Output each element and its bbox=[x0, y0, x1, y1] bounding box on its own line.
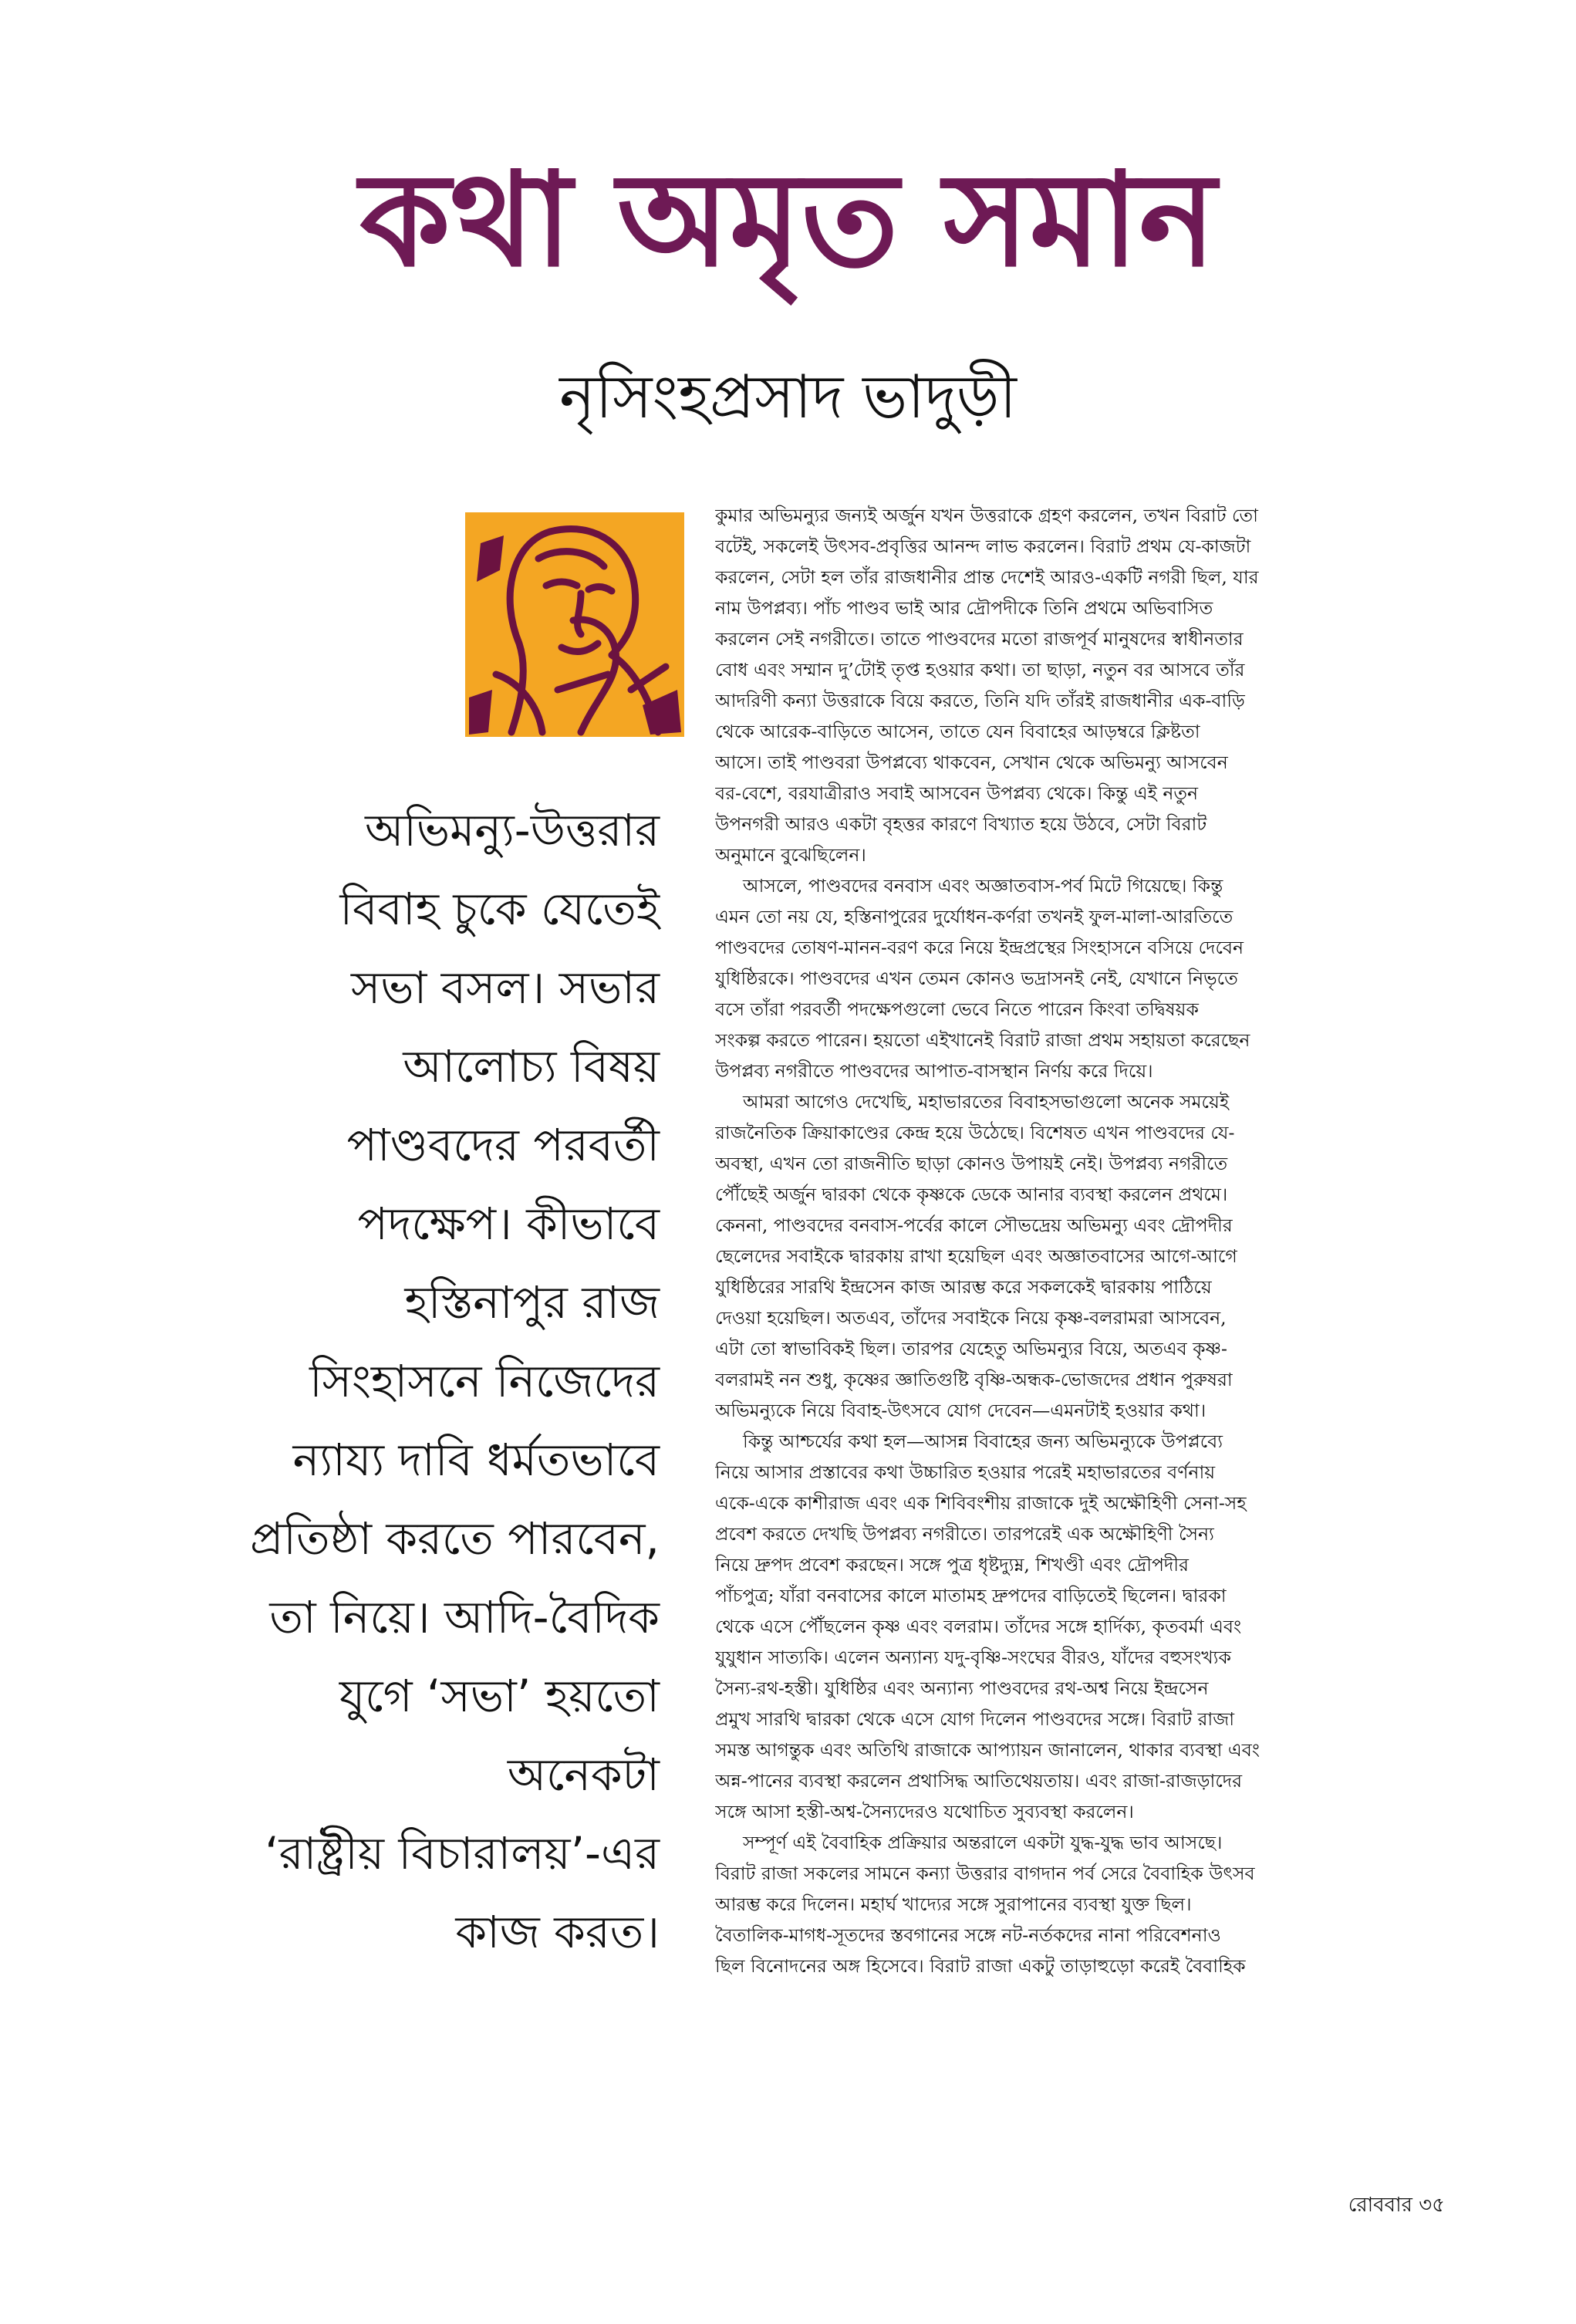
pull-quote-line: যুগে ‘সভা’ হয়তো bbox=[339, 1670, 660, 1722]
article-line: কিন্তু আশ্চর্যের কথা হল—আসন্ন বিবাহের জন্য অভিমন্যুকে উপপ্লব্যে bbox=[743, 1431, 1223, 1452]
pull-quote-line: ন্যায্য দাবি ধর্মতভাবে bbox=[292, 1434, 660, 1486]
article-line: সম্পূর্ণ এই বৈবাহিক প্রক্রিয়ার অন্তরালে একটা যুদ্ধ-যুদ্ধ ভাব আসছে। bbox=[743, 1832, 1223, 1853]
article-line: অনুমানে বুঝেছিলেন। bbox=[715, 844, 866, 866]
article-line: একে-একে কাশীরাজ এবং এক শিবিবংশীয় রাজাকে দুই অক্ষৌহিণী সেনা-সহ bbox=[715, 1492, 1247, 1514]
article-line: এমন তো নয় যে, হস্তিনাপুরের দুর্যোধন-কর্ণরা তখনই ফুল-মালা-আরতিতে bbox=[715, 906, 1233, 927]
article-line: নিয়ে আসার প্রস্তাবের কথা উচ্চারিত হওয়ার পরেই মহাভারতের বর্ণনায় bbox=[715, 1461, 1216, 1483]
article-line: করলেন, সেটা হল তাঁর রাজধানীর প্রান্ত দেশেই আরও-একটি নগরী ছিল, যার bbox=[715, 566, 1259, 588]
pull-quote-line: তা নিয়ে। আদি-বৈদিক bbox=[269, 1591, 660, 1643]
article-line: আরম্ভ করে দিলেন। মহার্ঘ খাদ্যের সঙ্গে সুরাপানের ব্যবস্থা যুক্ত ছিল। bbox=[715, 1893, 1192, 1915]
article-body bbox=[715, 500, 1448, 1981]
article-line: প্রমুখ সারথি দ্বারকা থেকে এসে যোগ দিলেন পাণ্ডবদের সঙ্গে। বিরাট রাজা bbox=[715, 1708, 1235, 1730]
woman-portrait-illustration bbox=[465, 512, 684, 737]
pull-quote-line: পাণ্ডবদের পরবর্তী bbox=[346, 1119, 660, 1171]
pull-quote-line: আলোচ্য বিষয় bbox=[403, 1040, 660, 1093]
article-line: অবস্থা, এখন তো রাজনীতি ছাড়া কোনও উপায়ই নেই। উপপ্লব্য নগরীতে bbox=[715, 1153, 1228, 1174]
article-line: প্রবেশ করতে দেখছি উপপ্লব্য নগরীতে। তারপরেই এক অক্ষৌহিণী সৈন্য bbox=[715, 1523, 1214, 1545]
article-line: যুধিষ্ঠিরের সারথি ইন্দ্রসেন কাজ আরম্ভ করে সকলকেই দ্বারকায় পাঠিয়ে bbox=[715, 1276, 1212, 1298]
article-line: এটা তো স্বাভাবিকই ছিল। তারপর যেহেতু অভিমন্যুর বিয়ে, অতএব কৃষ্ণ- bbox=[715, 1338, 1227, 1360]
article-line: কেননা, পাণ্ডবদের বনবাস-পর্বের কালে সৌভদ্রেয় অভিমন্যু এবং দ্রৌপদীর bbox=[715, 1214, 1233, 1236]
article-line: নাম উপপ্লব্য। পাঁচ পাণ্ডব ভাই আর দ্রৌপদীকে তিনি প্রথমে অভিবাসিত bbox=[715, 597, 1213, 619]
article-line: রাজনৈতিক ক্রিয়াকাণ্ডের কেন্দ্র হয়ে উঠেছে। বিশেষত এখন পাণ্ডবদের যে- bbox=[715, 1122, 1235, 1143]
pull-quote-line: প্রতিষ্ঠা করতে পারবেন, bbox=[250, 1512, 660, 1565]
article-line: বর-বেশে, বরযাত্রীরাও সবাই আসবেন উপপ্লব্য থেকে। কিন্তু এই নতুন bbox=[715, 782, 1199, 804]
article-line: আদরিণী কন্যা উত্তরাকে বিয়ে করতে, তিনি যদি তাঁরই রাজধানীর এক-বাড়ি bbox=[715, 690, 1245, 711]
page-title: কথা অমৃত সমান bbox=[359, 144, 1217, 296]
article-line: যুযুধান সাত্যকি। এলেন অন্যান্য যদু-বৃষ্ণি-সংঘের বীরও, যাঁদের বহুসংখ্যক bbox=[715, 1647, 1231, 1668]
article-line: যুধিষ্ঠিরকে। পাণ্ডবদের এখন তেমন কোনও ভদ্রাসনই নেই, যেখানে নিভৃতে bbox=[715, 968, 1238, 989]
page-folio: রোববার ৩৫ bbox=[1348, 2194, 1445, 2217]
article-line: বলরামই নন শুধু, কৃষ্ণের জ্ঞাতিগুষ্টি বৃষ্ণি-অন্ধক-ভোজদের প্রধান পুরুষরা bbox=[715, 1369, 1233, 1390]
article-line: করলেন সেই নগরীতে। তাতে পাণ্ডবদের মতো রাজপূর্ব মানুষদের স্বাধীনতার bbox=[715, 628, 1244, 650]
pull-quote-line: সভা বসল। সভার bbox=[350, 961, 660, 1014]
article-line: সমস্ত আগন্তুক এবং অতিথি রাজাকে আপ্যায়ন জানালেন, থাকার ব্যবস্থা এবং bbox=[715, 1739, 1260, 1761]
pull-quote-line: অনেকটা bbox=[507, 1748, 660, 1801]
article-line: আমরা আগেও দেখেছি, মহাভারতের বিবাহসভাগুলো অনেক সময়েই bbox=[743, 1091, 1230, 1113]
author-byline: নৃসিংহপ্রসাদ ভাদুড়ী bbox=[559, 363, 1017, 432]
article-line: কুমার অভিমন্যুর জন্যই অর্জুন যখন উত্তরাকে গ্রহণ করলেন, তখন বিরাট তো bbox=[715, 505, 1258, 526]
pull-quote-line: হস্তিনাপুর রাজ bbox=[404, 1276, 660, 1329]
article-line: আসলে, পাণ্ডবদের বনবাস এবং অজ্ঞাতবাস-পর্ব মিটে গিয়েছে। কিন্তু bbox=[743, 875, 1223, 897]
article-line: সঙ্গে আসা হস্তী-অশ্ব-সৈন্যদেরও যথোচিত সুব্যবস্থা করলেন। bbox=[715, 1801, 1134, 1822]
pull-quote-line: সিংহাসনে নিজেদের bbox=[309, 1355, 660, 1407]
pull-quote-line: ‘রাষ্ট্রীয় বিচারালয়’-এর bbox=[265, 1827, 660, 1880]
article-line: উপপ্লব্য নগরীতে পাণ্ডবদের আপাত-বাসস্থান নির্ণয় করে দিয়ে। bbox=[715, 1060, 1153, 1082]
article-line: পাঁচপুত্র; যাঁরা বনবাসের কালে মাতামহ দ্রুপদের বাড়িতেই ছিলেন। দ্বারকা bbox=[715, 1585, 1227, 1606]
pull-quote-line: কাজ করত। bbox=[455, 1906, 660, 1958]
article-line: থেকে এসে পৌঁছলেন কৃষ্ণ এবং বলরাম। তাঁদের সঙ্গে হার্দিক্য, কৃতবর্মা এবং bbox=[715, 1616, 1242, 1637]
article-line: অন্ন-পানের ব্যবস্থা করলেন প্রথাসিদ্ধ আতিথেয়তায়। এবং রাজা-রাজড়াদের bbox=[715, 1770, 1243, 1792]
article-line: বোধ এবং সম্মান দু’টোই তৃপ্ত হওয়ার কথা। তা ছাড়া, নতুন বর আসবে তাঁর bbox=[715, 659, 1245, 681]
article-line: উপনগরী আরও একটা বৃহত্তর কারণে বিখ্যাত হয়ে উঠবে, সেটা বিরাট bbox=[715, 813, 1207, 835]
article-line: বৈতালিক-মাগধ-সূতদের স্তবগানের সঙ্গে নট-নর্তকদের নানা পরিবেশনাও bbox=[715, 1924, 1221, 1946]
article-line: ছিল বিনোদনের অঙ্গ হিসেবে। বিরাট রাজা একটু তাড়াহুড়ো করেই বৈবাহিক bbox=[715, 1955, 1246, 1977]
article-line: বটেই, সকলেই উৎসব-প্রবৃত্তির আনন্দ লাভ করলেন। বিরাট প্রথম যে-কাজটা bbox=[715, 535, 1251, 557]
pull-quote-line: বিবাহ চুকে যেতেই bbox=[339, 883, 660, 935]
article-line: অভিমন্যুকে নিয়ে বিবাহ-উৎসবে যোগ দেবেন—এমনটাই হওয়ার কথা। bbox=[715, 1400, 1206, 1421]
pull-quote-line: অভিমন্যু-উত্তরার bbox=[365, 804, 660, 856]
article-line: পৌঁছেই অর্জুন দ্বারকা থেকে কৃষ্ণকে ডেকে আনার ব্যবস্থা করলেন প্রথমে। bbox=[715, 1184, 1228, 1205]
article-line: নিয়ে দ্রুপদ প্রবেশ করছেন। সঙ্গে পুত্র ধৃষ্টদ্যুম্ন, শিখণ্ডী এবং দ্রৌপদীর bbox=[715, 1554, 1189, 1576]
article-line: বিরাট রাজা সকলের সামনে কন্যা উত্তরার বাগদান পর্ব সেরে বৈবাহিক উৎসব bbox=[715, 1863, 1255, 1884]
article-line: পাণ্ডবদের তোষণ-মানন-বরণ করে নিয়ে ইন্দ্রপ্রস্থের সিংহাসনে বসিয়ে দেবেন bbox=[715, 937, 1244, 958]
article-line: ছেলেদের সবাইকে দ্বারকায় রাখা হয়েছিল এবং অজ্ঞাতবাসের আগে-আগে bbox=[715, 1245, 1237, 1267]
article-line: সংকল্প করতে পারেন। হয়তো এইখানেই বিরাট রাজা প্রথম সহায়তা করেছেন bbox=[715, 1029, 1250, 1051]
pull-quote-line: পদক্ষেপ। কীভাবে bbox=[357, 1197, 660, 1250]
pull-quote bbox=[139, 791, 660, 1971]
illustration-artwork bbox=[465, 512, 684, 737]
article-line: সৈন্য-রথ-হস্তী। যুধিষ্ঠির এবং অন্যান্য পাণ্ডবদের রথ-অশ্ব নিয়ে ইন্দ্রসেন bbox=[715, 1677, 1209, 1699]
article-line: বসে তাঁরা পরবর্তী পদক্ষেপগুলো ভেবে নিতে পারেন কিংবা তদ্বিষয়ক bbox=[715, 998, 1199, 1020]
article-line: দেওয়া হয়েছিল। অতএব, তাঁদের সবাইকে নিয়ে কৃষ্ণ-বলরামরা আসবেন, bbox=[715, 1307, 1227, 1329]
article-line: আসে। তাই পাণ্ডবরা উপপ্লব্যে থাকবেন, সেখান থেকে অভিমন্যু আসবেন bbox=[715, 752, 1228, 773]
article-line: থেকে আরেক-বাড়িতে আসেন, তাতে যেন বিবাহের আড়ম্বরে ক্লিষ্টতা bbox=[715, 721, 1200, 742]
